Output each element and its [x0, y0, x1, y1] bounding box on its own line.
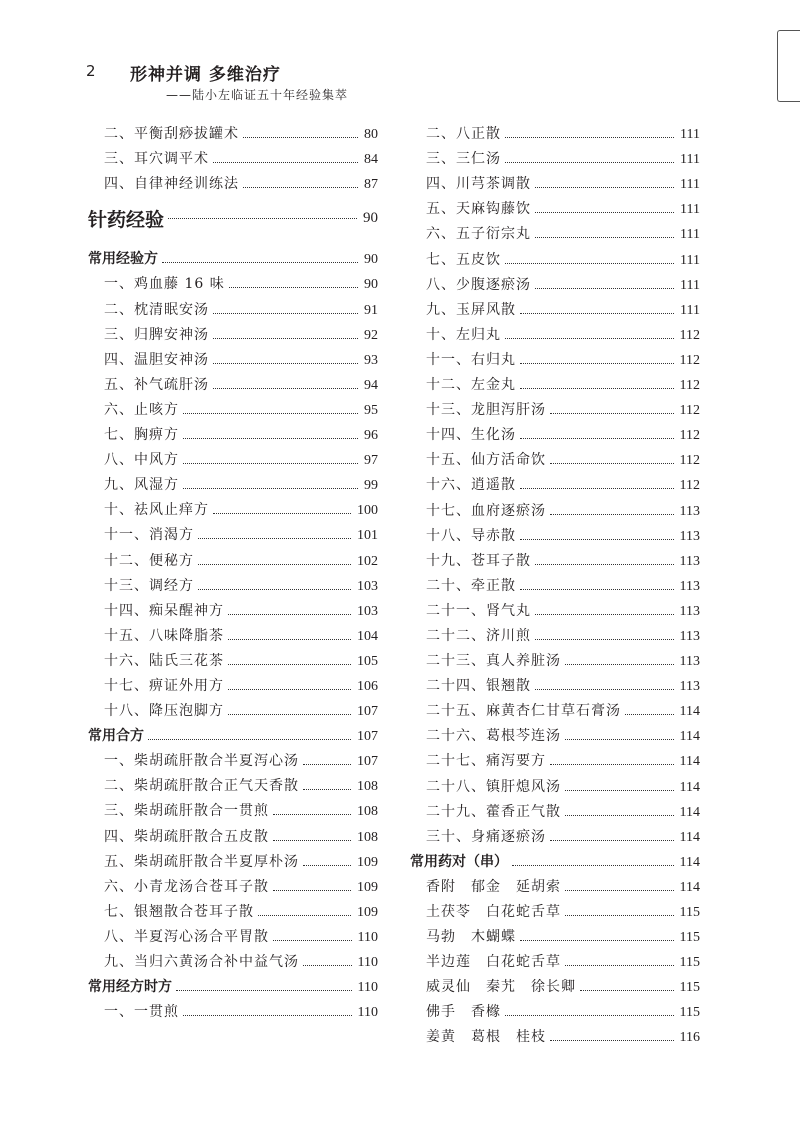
toc-entry-title: 十四、生化汤: [426, 427, 516, 444]
toc-entry-page-number: 112: [679, 478, 700, 494]
toc-entry-title: 三、柴胡疏肝散合一贯煎: [104, 803, 269, 820]
toc-entry-item[interactable]: [88, 946, 378, 971]
toc-entry-title: 三、耳穴调平术: [104, 151, 209, 168]
toc-entry-item[interactable]: [88, 143, 378, 168]
toc-entry-page-number: 112: [679, 378, 700, 394]
toc-entry-page-number: 96: [364, 428, 378, 444]
toc-entry-title: 四、温胆安神汤: [104, 351, 209, 368]
dot-leader: [520, 313, 674, 314]
toc-entry-item[interactable]: [410, 344, 700, 369]
toc-entry-item[interactable]: [88, 846, 378, 871]
toc-entry-title: 九、玉屏风散: [426, 301, 516, 318]
toc-entry-title: 十五、八味降脂茶: [104, 627, 224, 644]
dot-leader: [243, 137, 358, 138]
toc-entry-page-number: 114: [679, 729, 700, 745]
toc-entry-title: 十七、血府逐瘀汤: [426, 502, 546, 519]
toc-entry-item[interactable]: [410, 595, 700, 620]
toc-entry-title: 四、川芎茶调散: [426, 176, 531, 193]
dot-leader: [213, 162, 358, 163]
toc-entry-item[interactable]: [410, 695, 700, 720]
dot-leader: [183, 413, 358, 414]
toc-entry-item[interactable]: [410, 269, 700, 294]
toc-entry-title: 一、柴胡疏肝散合半夏泻心汤: [104, 753, 299, 770]
dot-leader: [535, 237, 674, 238]
toc-entry-title: 九、风湿方: [104, 477, 179, 494]
dot-leader: [535, 564, 674, 565]
toc-entry-title: 十一、右归丸: [426, 351, 516, 368]
toc-entry-title: 十五、仙方活命饮: [426, 452, 546, 469]
toc-entry-title: 九、当归六黄汤合补中益气汤: [104, 954, 299, 970]
toc-entry-title: 二十六、葛根芩连汤: [426, 728, 561, 745]
toc-entry-item[interactable]: [88, 344, 378, 369]
toc-entry-item[interactable]: [410, 720, 700, 745]
dot-leader: [213, 388, 358, 389]
dot-leader: [183, 488, 358, 489]
toc-entry-item[interactable]: [88, 595, 378, 620]
toc-entry-title: 十三、调经方: [104, 577, 194, 594]
toc-entry-page-number: 114: [679, 804, 700, 820]
toc-entry-title: 四、自律神经训练法: [104, 176, 239, 193]
toc-entry-title: 八、中风方: [104, 452, 179, 469]
toc-right-column: [410, 118, 700, 1046]
toc-entry-pair[interactable]: [410, 971, 700, 996]
toc-entry-page-number: 111: [680, 177, 700, 193]
dot-leader: [505, 263, 674, 264]
toc-entry-page-number: 109: [357, 904, 378, 920]
toc-entry-item[interactable]: [88, 293, 378, 318]
toc-entry-page-number: 108: [357, 779, 378, 795]
dot-leader: [535, 187, 674, 188]
dot-leader: [303, 965, 352, 966]
toc-entry-page-number: 114: [679, 879, 700, 895]
toc-entry-section[interactable]: [410, 846, 700, 871]
toc-entry-section[interactable]: [88, 243, 378, 268]
toc-entry-item[interactable]: [88, 419, 378, 444]
toc-entry-page-number: 111: [680, 202, 700, 218]
toc-entry-page-number: 111: [680, 252, 700, 268]
toc-entry-item[interactable]: [88, 369, 378, 394]
dot-leader: [520, 363, 674, 364]
dot-leader: [505, 338, 674, 339]
toc-entry-page-number: 113: [679, 578, 700, 594]
dot-leader: [228, 639, 351, 640]
toc-entry-title: 六、五子衍宗丸: [426, 226, 531, 243]
toc-entry-item[interactable]: [410, 369, 700, 394]
toc-entry-page-number: 111: [680, 127, 700, 143]
toc-entry-title: 二、平衡刮痧拔罐术: [104, 126, 239, 143]
dot-leader: [535, 614, 674, 615]
toc-entry-item[interactable]: [88, 118, 378, 143]
toc-entry-item[interactable]: [88, 871, 378, 896]
toc-entry-item[interactable]: [88, 645, 378, 670]
toc-entry-title: 常用经验方: [88, 251, 158, 268]
dot-leader: [183, 438, 358, 439]
toc-entry-page-number: 115: [679, 905, 700, 920]
toc-entry-title: 二十三、真人养脏汤: [426, 653, 561, 670]
toc-entry-pair[interactable]: [410, 1021, 700, 1046]
toc-entry-title: 佛手 香橼: [426, 1004, 501, 1021]
toc-entry-title: 十七、痹证外用方: [104, 677, 224, 694]
toc-entry-item[interactable]: [410, 745, 700, 770]
toc-entry-item[interactable]: [410, 620, 700, 645]
toc-entry-title: 八、半夏泻心汤合平胃散: [104, 928, 269, 945]
toc-entry-page-number: 107: [357, 729, 378, 745]
toc-entry-item[interactable]: [410, 143, 700, 168]
dot-leader: [520, 438, 674, 439]
toc-entry-item[interactable]: [410, 294, 700, 319]
dot-leader: [228, 689, 351, 690]
toc-entry-title: 三十、身痛逐瘀汤: [426, 828, 546, 845]
toc-entry-item[interactable]: [88, 921, 378, 946]
toc-entry-title: 十二、便秘方: [104, 552, 194, 569]
toc-entry-item[interactable]: [88, 795, 378, 820]
toc-entry-item[interactable]: [88, 745, 378, 770]
dot-leader: [565, 890, 674, 891]
toc-entry-title: 二、枕清眠安汤: [104, 301, 209, 318]
toc-entry-title: 二、八正散: [426, 126, 501, 143]
toc-entry-page-number: 114: [679, 754, 700, 770]
dot-leader: [535, 689, 674, 690]
toc-entry-section[interactable]: [88, 720, 378, 745]
toc-entry-item[interactable]: [410, 545, 700, 570]
toc-entry-title: 七、胸痹方: [104, 427, 179, 444]
edge-tab-mark: [777, 30, 800, 102]
dot-leader: [198, 538, 351, 539]
toc-entry-item[interactable]: [410, 193, 700, 218]
toc-entry-item[interactable]: [410, 218, 700, 243]
dot-leader: [243, 187, 358, 188]
toc-entry-title: 十四、痴呆醒神方: [104, 602, 224, 619]
toc-entry-item[interactable]: [410, 494, 700, 519]
dot-leader: [162, 262, 358, 263]
toc-entry-item[interactable]: [410, 319, 700, 344]
toc-entry-page-number: 113: [679, 603, 700, 619]
toc-entry-page-number: 91: [364, 302, 378, 318]
toc-entry-title: 威灵仙 秦艽 徐长卿: [426, 979, 576, 996]
toc-entry-title: 二十七、痛泻要方: [426, 753, 546, 770]
toc-entry-title: 三、归脾安神汤: [104, 326, 209, 343]
toc-entry-page-number: 112: [679, 453, 700, 469]
toc-entry-title: 二、柴胡疏肝散合正气天香散: [104, 778, 299, 795]
dot-leader: [229, 287, 358, 288]
toc-entry-page-number: 111: [680, 152, 700, 168]
toc-entry-item[interactable]: [88, 996, 378, 1021]
toc-entry-page-number: 113: [679, 503, 700, 519]
dot-leader: [550, 1040, 674, 1041]
toc-left-column: [88, 118, 378, 1021]
dot-leader: [565, 739, 674, 740]
toc-entry-page-number: 80: [364, 127, 378, 143]
toc-entry-page-number: 109: [357, 854, 378, 870]
dot-leader: [520, 488, 674, 489]
dot-leader: [228, 614, 351, 615]
toc-entry-item[interactable]: [88, 544, 378, 569]
toc-entry-page-number: 95: [364, 402, 378, 418]
dot-leader: [565, 965, 674, 966]
toc-entry-title: 二十四、银翘散: [426, 678, 531, 695]
dot-leader: [512, 865, 674, 866]
toc-entry-page-number: 87: [364, 177, 378, 193]
toc-entry-page-number: 90: [364, 277, 378, 293]
toc-entry-page-number: 103: [357, 603, 378, 619]
toc-entry-section[interactable]: [88, 971, 378, 996]
toc-entry-page-number: 113: [679, 553, 700, 569]
toc-entry-title: 五、柴胡疏肝散合半夏厚朴汤: [104, 853, 299, 870]
toc-entry-page-number: 112: [679, 352, 700, 368]
toc-entry-page-number: 112: [679, 327, 700, 343]
toc-entry-title: 香附 郁金 延胡索: [426, 878, 561, 895]
toc-entry-title: 常用药对（串）: [410, 853, 508, 870]
dot-leader: [303, 764, 351, 765]
toc-entry-page-number: 107: [357, 704, 378, 720]
toc-entry-page-number: 110: [357, 929, 378, 945]
dot-leader: [148, 739, 351, 740]
dot-leader: [273, 890, 351, 891]
toc-entry-title: 十九、苍耳子散: [426, 552, 531, 569]
toc-entry-item[interactable]: [88, 268, 378, 293]
dot-leader: [213, 513, 351, 514]
toc-entry-item[interactable]: [410, 796, 700, 821]
toc-entry-title: 十、左归丸: [426, 326, 501, 343]
toc-entry-pair[interactable]: [410, 996, 700, 1021]
toc-entry-item[interactable]: [88, 494, 378, 519]
dot-leader: [213, 313, 358, 314]
dot-leader: [505, 1015, 674, 1016]
toc-entry-page-number: 97: [364, 453, 378, 469]
toc-entry-item[interactable]: [88, 770, 378, 795]
toc-entry-title: 十八、导赤散: [426, 527, 516, 544]
dot-leader: [198, 589, 351, 590]
toc-entry-item[interactable]: [88, 168, 378, 193]
toc-entry-page-number: 116: [679, 1030, 700, 1046]
dot-leader: [273, 840, 351, 841]
dot-leader: [213, 338, 358, 339]
toc-entry-item[interactable]: [410, 394, 700, 419]
toc-entry-item[interactable]: [410, 570, 700, 595]
dot-leader: [168, 218, 357, 219]
dot-leader: [183, 1015, 352, 1016]
toc-entry-title: 十六、逍遥散: [426, 477, 516, 494]
toc-entry-page-number: 104: [357, 628, 378, 644]
toc-entry-title: 一、一贯煎: [104, 1004, 179, 1021]
toc-entry-page-number: 105: [357, 653, 378, 669]
toc-entry-item[interactable]: [88, 469, 378, 494]
toc-entry-title: 十三、龙胆泻肝汤: [426, 402, 546, 419]
toc-entry-title: 十二、左金丸: [426, 377, 516, 394]
toc-entry-title: 六、小青龙汤合苍耳子散: [104, 878, 269, 895]
toc-entry-item[interactable]: [88, 896, 378, 921]
dot-leader: [550, 413, 674, 414]
toc-entry-pair[interactable]: [410, 921, 700, 946]
toc-entry-item[interactable]: [410, 670, 700, 695]
dot-leader: [580, 990, 674, 991]
dot-leader: [176, 990, 352, 991]
dot-leader: [228, 714, 351, 715]
toc-entry-page-number: 106: [357, 678, 378, 694]
toc-entry-page-number: 84: [364, 152, 378, 168]
toc-entry-page-number: 115: [679, 980, 700, 996]
toc-entry-page-number: 107: [357, 754, 378, 770]
toc-entry-item[interactable]: [410, 770, 700, 795]
toc-entry-item[interactable]: [88, 620, 378, 645]
dot-leader: [520, 539, 674, 540]
dot-leader: [550, 514, 674, 515]
toc-entry-page-number: 111: [680, 302, 700, 318]
toc-entry-title: 常用合方: [88, 728, 144, 745]
dot-leader: [565, 915, 674, 916]
toc-entry-item[interactable]: [88, 820, 378, 845]
toc-entry-item[interactable]: [410, 645, 700, 670]
toc-entry-page-number: 114: [679, 829, 700, 845]
dot-leader: [535, 288, 674, 289]
toc-entry-page-number: 114: [679, 779, 700, 795]
toc-entry-title: 二十八、镇肝熄风汤: [426, 778, 561, 795]
page-number: 2: [86, 62, 96, 80]
dot-leader: [183, 463, 358, 464]
dot-leader: [213, 363, 358, 364]
toc-entry-item[interactable]: [410, 444, 700, 469]
dot-leader: [550, 840, 674, 841]
toc-entry-item[interactable]: [88, 444, 378, 469]
toc-entry-title: 八、少腹逐瘀汤: [426, 276, 531, 293]
toc-entry-page-number: 108: [357, 804, 378, 820]
toc-entry-item[interactable]: [410, 520, 700, 545]
toc-entry-page-number: 112: [679, 403, 700, 419]
toc-entry-title: 十六、陆氏三花茶: [104, 652, 224, 669]
toc-entry-page-number: 113: [679, 654, 700, 670]
toc-entry-page-number: 111: [680, 227, 700, 243]
toc-entry-page-number: 110: [357, 980, 378, 996]
toc-entry-title: 五、补气疏肝汤: [104, 376, 209, 393]
toc-entry-pair[interactable]: [410, 871, 700, 896]
toc-entry-page-number: 113: [679, 628, 700, 644]
toc-entry-page-number: 114: [679, 854, 700, 870]
toc-entry-page-number: 115: [679, 1005, 700, 1021]
toc-entry-title: 四、柴胡疏肝散合五皮散: [104, 828, 269, 845]
toc-entry-title: 土茯苓 白花蛇舌草: [426, 904, 561, 920]
book-subtitle: ——陆小左临证五十年经验集萃: [166, 88, 349, 102]
toc-entry-page-number: 93: [364, 352, 378, 368]
toc-entry-item[interactable]: [410, 118, 700, 143]
toc-entry-page-number: 102: [357, 553, 378, 569]
dot-leader: [258, 915, 351, 916]
toc-entry-page-number: 115: [679, 930, 700, 946]
toc-entry-title: 二十二、济川煎: [426, 627, 531, 644]
toc-entry-title: 十一、消渴方: [104, 527, 194, 544]
toc-entry-title: 二十、牵正散: [426, 577, 516, 594]
dot-leader: [520, 940, 674, 941]
toc-entry-title: 针药经验: [88, 208, 165, 231]
toc-entry-title: 常用经方时方: [88, 979, 172, 996]
dot-leader: [505, 137, 674, 138]
toc-entry-title: 七、五皮饮: [426, 251, 501, 268]
toc-entry-title: 六、止咳方: [104, 401, 179, 418]
toc-entry-title: 三、三仁汤: [426, 151, 501, 168]
dot-leader: [565, 790, 674, 791]
dot-leader: [273, 814, 351, 815]
toc-entry-item[interactable]: [410, 419, 700, 444]
toc-entry-item[interactable]: [88, 394, 378, 419]
toc-entry-page-number: 115: [679, 955, 700, 971]
dot-leader: [520, 589, 674, 590]
dot-leader: [505, 162, 674, 163]
toc-entry-title: 七、银翘散合苍耳子散: [104, 903, 254, 920]
dot-leader: [273, 940, 352, 941]
dot-leader: [198, 564, 351, 565]
toc-entry-page-number: 90: [363, 209, 378, 226]
dot-leader: [535, 639, 674, 640]
dot-leader: [303, 789, 351, 790]
toc-entry-page-number: 111: [680, 277, 700, 293]
toc-entry-page-number: 113: [679, 679, 700, 695]
dot-leader: [228, 664, 351, 665]
dot-leader: [535, 212, 674, 213]
toc-entry-page-number: 109: [357, 879, 378, 895]
toc-entry-item[interactable]: [410, 243, 700, 268]
toc-entry-page-number: 103: [357, 578, 378, 594]
toc-entry-pair[interactable]: [410, 946, 700, 971]
dot-leader: [550, 764, 674, 765]
toc-entry-item[interactable]: [410, 168, 700, 193]
toc-entry-title: 十八、降压泡脚方: [104, 703, 224, 720]
dot-leader: [303, 865, 351, 866]
toc-entry-page-number: 110: [357, 955, 378, 970]
toc-entry-page-number: 114: [679, 704, 700, 720]
toc-entry-page-number: 110: [357, 1005, 378, 1021]
dot-leader: [625, 714, 674, 715]
toc-entry-page-number: 99: [364, 478, 378, 494]
dot-leader: [520, 388, 674, 389]
dot-leader: [550, 463, 674, 464]
toc-entry-page-number: 108: [357, 829, 378, 845]
toc-entry-page-number: 94: [364, 377, 378, 393]
toc-entry-page-number: 101: [357, 528, 378, 544]
toc-entry-title: 马勃 木蝴蝶: [426, 929, 516, 946]
toc-entry-item[interactable]: [88, 519, 378, 544]
toc-entry-title: 十、祛风止痒方: [104, 502, 209, 519]
toc-entry-title: 一、鸡血藤 16 味: [104, 276, 225, 293]
toc-entry-title: 姜黄 葛根 桂枝: [426, 1029, 546, 1046]
dot-leader: [565, 664, 674, 665]
toc-entry-title: 二十五、麻黄杏仁甘草石膏汤: [426, 703, 621, 720]
toc-entry-chapter[interactable]: [88, 193, 378, 243]
toc-entry-item[interactable]: [410, 469, 700, 494]
toc-entry-item[interactable]: [88, 695, 378, 720]
toc-entry-title: 二十九、藿香正气散: [426, 803, 561, 820]
toc-entry-pair[interactable]: [410, 896, 700, 921]
toc-entry-title: 五、天麻钩藤饮: [426, 201, 531, 218]
toc-entry-item[interactable]: [88, 570, 378, 595]
toc-entry-title: 半边莲 白花蛇舌草: [426, 954, 561, 971]
toc-entry-page-number: 92: [364, 327, 378, 343]
toc-entry-page-number: 112: [679, 428, 700, 444]
toc-entry-page-number: 113: [679, 528, 700, 544]
toc-entry-title: 二十一、肾气丸: [426, 602, 531, 619]
toc-entry-page-number: 100: [357, 503, 378, 519]
toc-entry-item[interactable]: [88, 670, 378, 695]
toc-entry-page-number: 90: [364, 252, 378, 268]
book-title: 形神并调 多维治疗: [130, 65, 281, 85]
dot-leader: [565, 815, 674, 816]
toc-entry-item[interactable]: [88, 319, 378, 344]
toc-entry-item[interactable]: [410, 821, 700, 846]
